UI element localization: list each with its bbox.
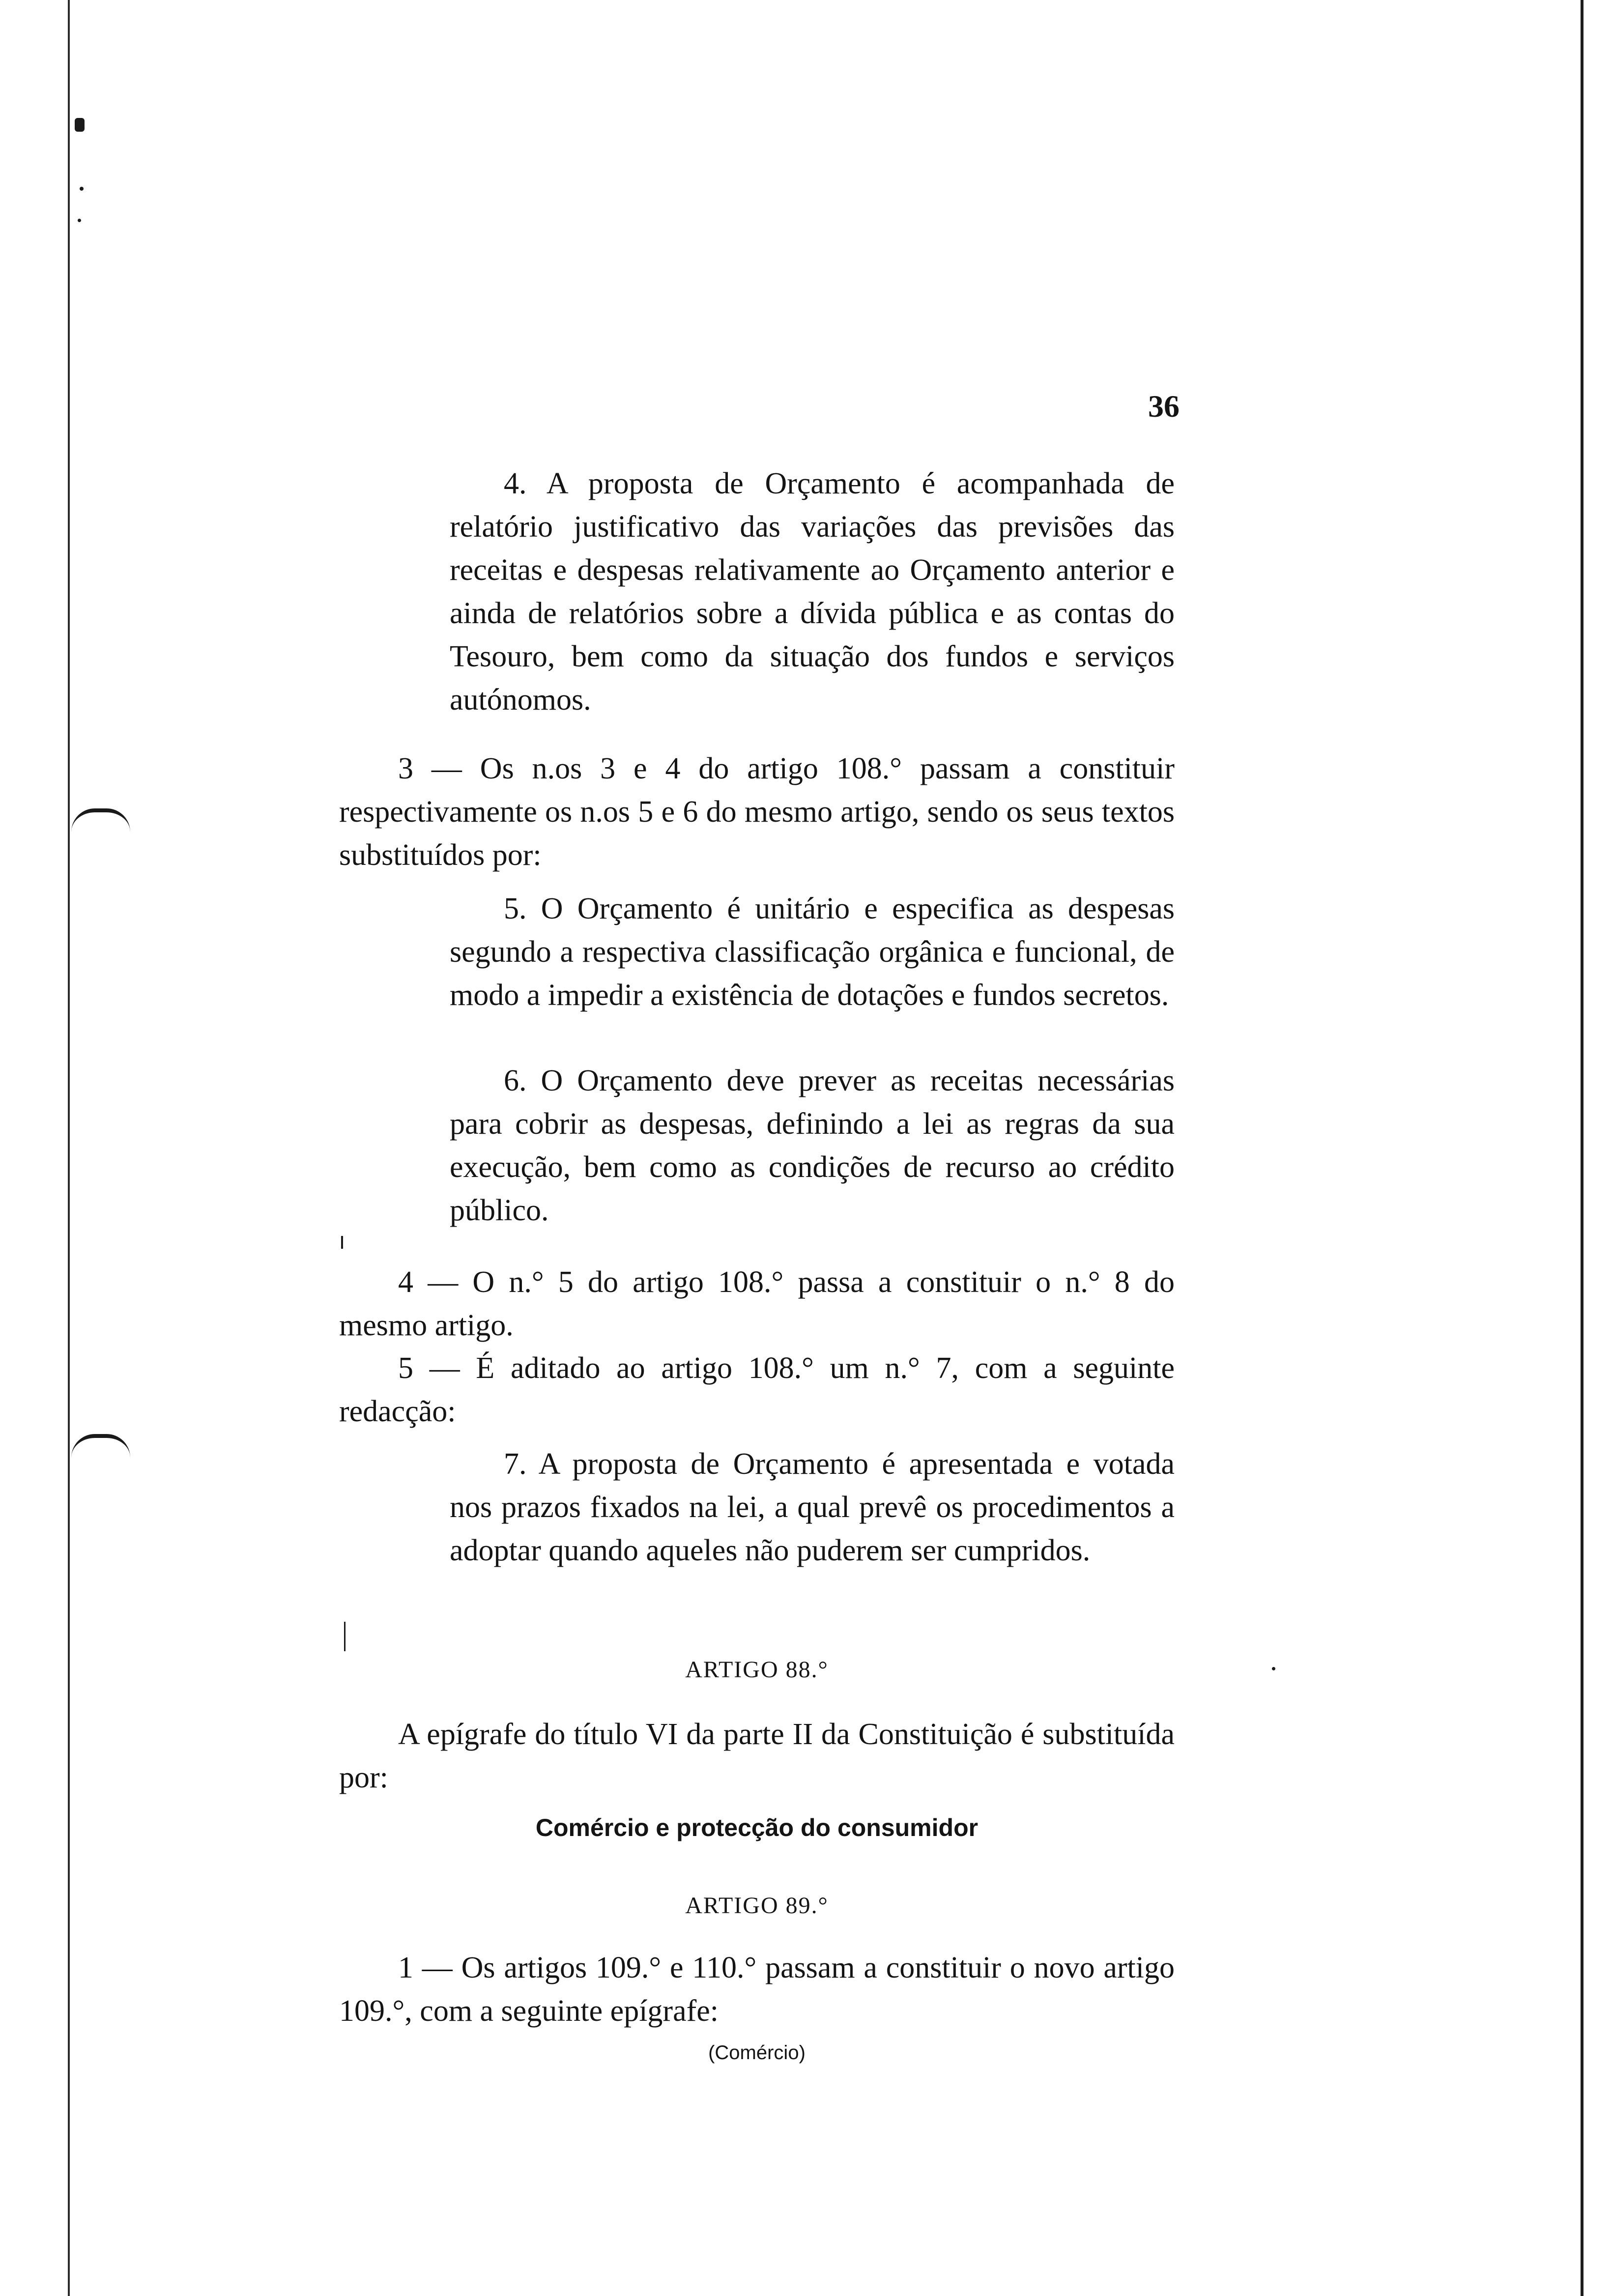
article-88-heading: ARTIGO 88.°	[685, 1657, 829, 1683]
epigraph-commerce: (Comércio)	[708, 2042, 806, 2064]
quoted-item-4: 4. A proposta de Orçamento é acompanhada de relatório justificativo das variações das previsões das receitas e despesas relativamente ao Orçamento anterior e ainda de relatórios sobre a dívida pública e as contas do Tesouro, bem como da situação dos fundos e serviços autónomos.	[450, 467, 1175, 717]
page-number: 36	[1148, 389, 1180, 424]
article-89-heading: ARTIGO 89.°	[685, 1893, 829, 1919]
scan-speck	[75, 118, 85, 132]
scan-left-edge	[68, 0, 70, 2296]
paragraph-5: 5 — É aditado ao artigo 108.° um n.° 7, com a seguinte redacção:	[339, 1351, 1175, 1428]
punch-hole-arc	[71, 808, 130, 832]
quoted-item-7: 7. A proposta de Orçamento é apresentada e votada nos prazos fixados na lei, a qual prevê os procedimentos a adoptar quando aqueles não puderem ser cumpridos.	[450, 1447, 1175, 1567]
quoted-item-6: 6. O Orçamento deve prever as receitas necessárias para cobrir as despesas, definindo a lei as regras da sua execução, bem como as condições de recurso ao crédito público.	[450, 1064, 1175, 1227]
scan-speck	[80, 187, 84, 191]
scan-speck	[78, 219, 81, 222]
section-title-commerce: Comércio e protecção do consumidor	[535, 1814, 979, 1841]
scan-speck	[344, 1622, 345, 1651]
scan-speck	[1272, 1667, 1275, 1670]
scan-right-edge	[1581, 0, 1583, 2296]
article-88-text: A epígrafe do título VI da parte II da Constituição é substituída por:	[339, 1718, 1175, 1794]
scan-speck	[341, 1236, 343, 1249]
article-89-text: 1 — Os artigos 109.° e 110.° passam a constituir o novo artigo 109.°, com a seguinte epígrafe:	[339, 1951, 1175, 2028]
quoted-item-5: 5. O Orçamento é unitário e especifica as despesas segundo a respectiva classificação orgânica e funcional, de modo a impedir a existência de dotações e fundos secretos.	[450, 892, 1175, 1012]
punch-hole-arc	[71, 1434, 130, 1458]
paragraph-3: 3 — Os n.os 3 e 4 do artigo 108.° passam a constituir respectivamente os n.os 5 e 6 do mesmo artigo, sendo os seus textos substituídos por:	[339, 752, 1175, 872]
paragraph-4: 4 — O n.° 5 do artigo 108.° passa a constituir o n.° 8 do mesmo artigo.	[339, 1265, 1175, 1342]
